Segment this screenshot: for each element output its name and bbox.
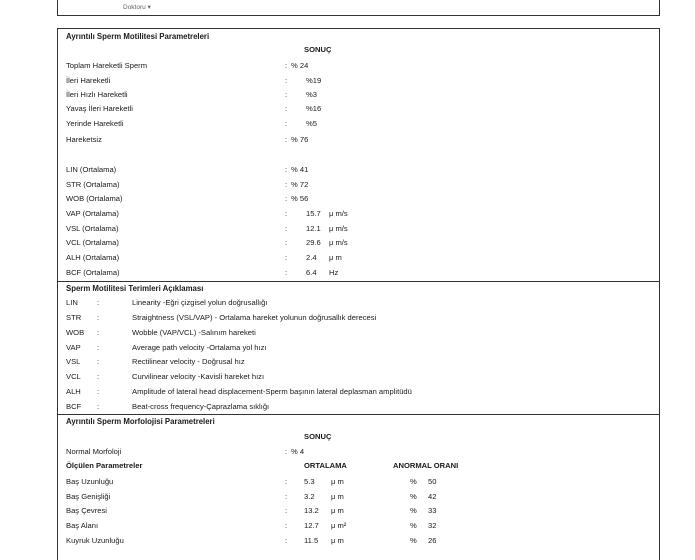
abnormal-rate-header: ANORMAL ORANI (393, 461, 459, 470)
kinematics-value: % 56 (291, 194, 309, 203)
kinematics-unit: μ m (329, 253, 342, 262)
motility-row-label: İleri Hareketli (66, 76, 111, 85)
motility-row-value: %19 (306, 76, 322, 85)
term-desc: Average path velocity -Ortalama yol hızı (132, 343, 267, 352)
morph-pct: % (410, 536, 417, 545)
morph-colon: : (285, 521, 288, 530)
kinematics-colon: : (285, 268, 288, 277)
term-desc: Amplitude of lateral head displacement-Sperm başının lateral deplasman amplitüdü (132, 387, 412, 396)
kinematics-label: VCL (Ortalama) (66, 238, 119, 247)
morph-unit: μ m² (331, 521, 347, 530)
term-abbr: VAP (66, 343, 81, 352)
morph-label: Baş Alanı (66, 521, 99, 530)
motility-row-value: %3 (306, 90, 317, 99)
morph-avg: 13.2 (304, 506, 319, 515)
terms-title: Sperm Motilitesi Terimleri Açıklaması (66, 284, 204, 293)
normal-morphology-colon: : (285, 447, 288, 456)
motility-row-colon: : (285, 76, 288, 85)
term-colon: : (97, 298, 100, 307)
motility-row-value: %5 (306, 119, 317, 128)
term-colon: : (97, 402, 100, 411)
motility-result-header: SONUÇ (304, 45, 332, 54)
motility-row-colon: : (285, 61, 288, 70)
morph-pct: % (410, 477, 417, 486)
top-box-right-border (659, 0, 660, 16)
motility-row-value: %16 (306, 104, 322, 113)
normal-morphology-label: Normal Morfoloji (66, 447, 122, 456)
morph-colon: : (285, 536, 288, 545)
kinematics-unit: μ m/s (329, 238, 348, 247)
motility-row-colon: : (285, 119, 288, 128)
main-frame-right (659, 28, 660, 560)
morph-avg: 12.7 (304, 521, 319, 530)
morph-abnormal: 33 (428, 506, 437, 515)
measured-params-header: Ölçülen Parametreler (66, 461, 143, 470)
motility-row-value: % 76 (291, 135, 309, 144)
motility-title: Ayrıntılı Sperm Motilitesi Parametreleri (66, 32, 210, 41)
kinematics-label: LIN (Ortalama) (66, 165, 117, 174)
kinematics-label: WOB (Ortalama) (66, 194, 123, 203)
morph-label: Baş Uzunluğu (66, 477, 114, 486)
kinematics-colon: : (285, 165, 288, 174)
morph-pct: % (410, 492, 417, 501)
term-abbr: VCL (66, 372, 81, 381)
kinematics-colon: : (285, 209, 288, 218)
morphology-result-header: SONUÇ (304, 432, 332, 441)
term-desc: Straightness (VSL/VAP) - Ortalama hareket yolunun doğrusallık derecesi (132, 313, 377, 322)
main-frame-top (57, 28, 660, 29)
kinematics-colon: : (285, 253, 288, 262)
term-colon: : (97, 343, 100, 352)
motility-row-label: Yavaş İleri Hareketli (66, 104, 133, 113)
kinematics-value: 12.1 (306, 224, 321, 233)
kinematics-label: STR (Ortalama) (66, 180, 120, 189)
motility-row-label: Toplam Hareketli Sperm (66, 61, 148, 70)
morph-colon: : (285, 492, 288, 501)
kinematics-value: 15.7 (306, 209, 321, 218)
morph-label: Kuyruk Uzunluğu (66, 536, 124, 545)
morph-label: Baş Çevresi (66, 506, 107, 515)
kinematics-value: 6.4 (306, 268, 317, 277)
term-colon: : (97, 372, 100, 381)
kinematics-value: 29.6 (306, 238, 321, 247)
morphology-title: Ayrıntılı Sperm Morfolojisi Parametreleri (66, 417, 215, 426)
kinematics-colon: : (285, 194, 288, 203)
morph-abnormal: 26 (428, 536, 437, 545)
kinematics-unit: μ m/s (329, 209, 348, 218)
term-abbr: ALH (66, 387, 81, 396)
top-fragment-text: Doktoru ▾ (123, 4, 151, 11)
term-colon: : (97, 387, 100, 396)
term-colon: : (97, 357, 100, 366)
term-colon: : (97, 328, 100, 337)
term-desc: Beat-cross frequency-Çaprazlama sıklığı (132, 402, 270, 411)
divider-terms-morphology (57, 414, 660, 415)
kinematics-value: % 41 (291, 165, 309, 174)
term-colon: : (97, 313, 100, 322)
motility-row-value: % 24 (291, 61, 309, 70)
morph-abnormal: 42 (428, 492, 437, 501)
motility-row-colon: : (285, 104, 288, 113)
morph-label: Baş Genişliği (66, 492, 111, 501)
motility-row-label: Hareketsiz (66, 135, 102, 144)
morph-unit: μ m (331, 536, 344, 545)
average-header: ORTALAMA (304, 461, 347, 470)
term-abbr: STR (66, 313, 82, 322)
morph-unit: μ m (331, 477, 344, 486)
kinematics-label: VAP (Ortalama) (66, 209, 119, 218)
main-frame-left (57, 28, 58, 560)
kinematics-label: VSL (Ortalama) (66, 224, 119, 233)
normal-morphology-value: % 4 (291, 447, 305, 456)
morph-avg: 3.2 (304, 492, 315, 501)
term-desc: Curvilinear velocity -Kavisli hareket hızı (132, 372, 265, 381)
kinematics-unit: μ m/s (329, 224, 348, 233)
term-abbr: BCF (66, 402, 82, 411)
morph-colon: : (285, 506, 288, 515)
kinematics-label: ALH (Ortalama) (66, 253, 120, 262)
kinematics-colon: : (285, 238, 288, 247)
kinematics-value: % 72 (291, 180, 309, 189)
motility-row-colon: : (285, 135, 288, 144)
kinematics-colon: : (285, 224, 288, 233)
motility-row-colon: : (285, 90, 288, 99)
morph-unit: μ m (331, 506, 344, 515)
term-desc: Wobble (VAP/VCL) -Salınım hareketi (132, 328, 256, 337)
motility-row-label: İleri Hızlı Hareketli (66, 90, 128, 99)
morph-pct: % (410, 521, 417, 530)
morph-avg: 5.3 (304, 477, 315, 486)
kinematics-colon: : (285, 180, 288, 189)
morph-abnormal: 32 (428, 521, 437, 530)
motility-row-label: Yerinde Hareketli (66, 119, 124, 128)
divider-motility-terms (57, 281, 660, 282)
term-desc: Rectilinear velocity - Doğrusal hız (132, 357, 245, 366)
top-box-bottom-border (57, 15, 660, 16)
term-abbr: VSL (66, 357, 81, 366)
morph-abnormal: 50 (428, 477, 437, 486)
kinematics-value: 2.4 (306, 253, 317, 262)
kinematics-label: BCF (Ortalama) (66, 268, 120, 277)
morph-unit: μ m (331, 492, 344, 501)
top-box-left-border (57, 0, 58, 16)
term-abbr: WOB (66, 328, 85, 337)
kinematics-unit: Hz (329, 268, 339, 277)
term-abbr: LIN (66, 298, 78, 307)
morph-avg: 11.5 (304, 536, 319, 545)
morph-pct: % (410, 506, 417, 515)
morph-colon: : (285, 477, 288, 486)
term-desc: Linearity -Eğri çizgisel yolun doğrusallığı (132, 298, 268, 307)
